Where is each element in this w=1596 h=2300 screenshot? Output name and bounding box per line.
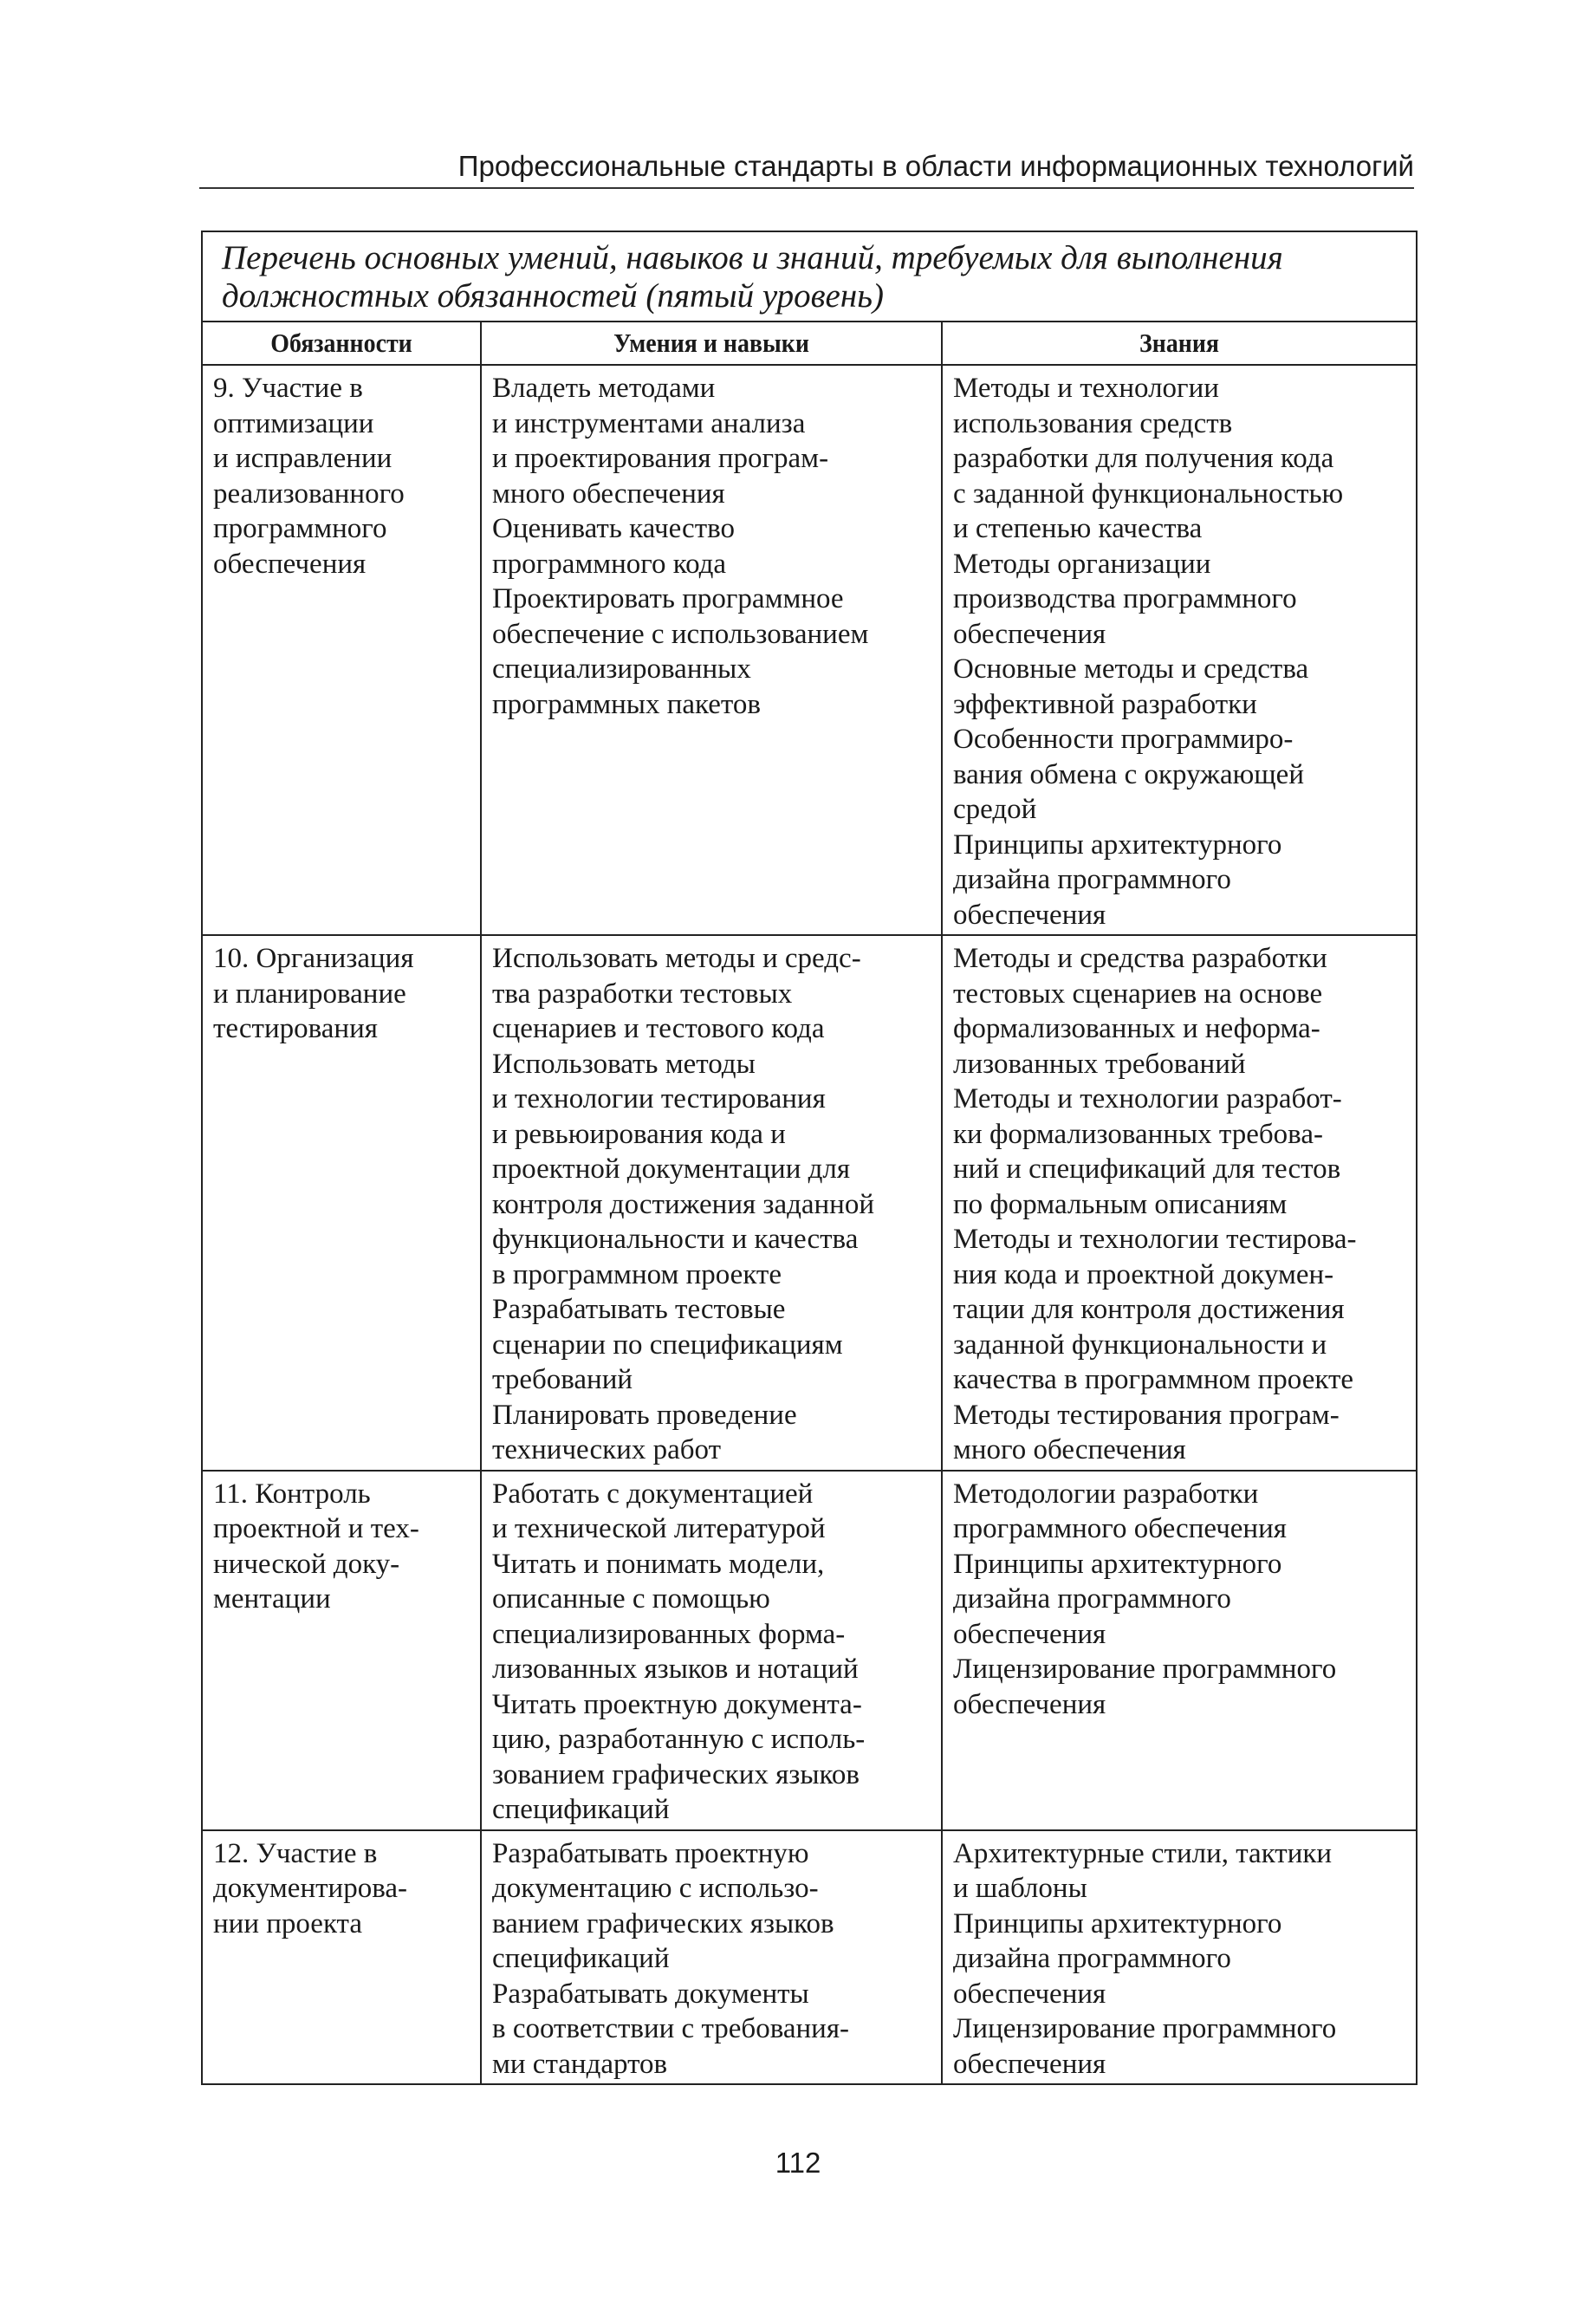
cell-line: программного xyxy=(213,513,387,544)
cell-line: Планировать проведение xyxy=(492,1399,797,1431)
skills-table xyxy=(201,231,1418,2085)
cell-line: дизайна программного xyxy=(953,1583,1231,1615)
column-header-duties xyxy=(216,322,467,365)
cell-line: ки формализованных требова- xyxy=(953,1118,1323,1150)
header-rule xyxy=(199,187,1414,189)
cell-line: требований xyxy=(492,1364,633,1395)
cell-line: и проектирования програм- xyxy=(492,443,829,474)
cell-line: обеспечения xyxy=(953,618,1106,650)
cell-line: обеспечения xyxy=(213,548,367,580)
cell-line: Принципы архитектурного xyxy=(953,1548,1282,1580)
cell-line: формализованных и неформа- xyxy=(953,1013,1320,1044)
cell-line: и технологии тестирования xyxy=(492,1083,826,1114)
cell-line: Читать и понимать модели, xyxy=(492,1548,825,1580)
cell-line: Использовать методы и средс- xyxy=(492,943,861,974)
duty-cell xyxy=(202,935,481,1471)
cell-line: Читать проектную документа- xyxy=(492,1688,862,1720)
cell-line: программных пакетов xyxy=(492,688,761,720)
table-row xyxy=(202,1830,1417,2085)
cell-line: ния кода и проектной докумен- xyxy=(953,1258,1334,1290)
cell-line: сценарии по спецификациям xyxy=(492,1329,843,1361)
cell-line: Оценивать качество xyxy=(492,513,735,544)
cell-line: обеспечения xyxy=(953,1978,1106,2010)
table-caption-line: должностных обязанностей (пятый уровень) xyxy=(222,277,884,315)
cell-line: Владеть методами xyxy=(492,373,716,404)
cell-line: Особенности программиро- xyxy=(953,724,1294,755)
cell-line: Методологии разработки xyxy=(953,1478,1259,1510)
cell-line: реализованного xyxy=(213,478,405,510)
page-number: 112 xyxy=(775,2147,821,2179)
table-row xyxy=(202,1471,1417,1830)
column-header-label: Знания xyxy=(1139,328,1220,358)
cell-line: лизованных требований xyxy=(953,1048,1246,1080)
cell-line: 9. Участие в xyxy=(213,373,363,404)
cell-line: оптимизации xyxy=(213,407,374,439)
cell-line: ми стандартов xyxy=(492,2048,668,2080)
cell-line: и степенью качества xyxy=(953,513,1203,544)
column-header-knowledge xyxy=(965,322,1392,365)
cell-line: с заданной функциональностью xyxy=(953,478,1344,510)
cell-line: эффективной разработки xyxy=(953,688,1257,720)
cell-line: сценариев и тестового кода xyxy=(492,1013,825,1044)
cell-line: Разрабатывать тестовые xyxy=(492,1294,786,1325)
cell-line: дизайна программного xyxy=(953,1943,1231,1974)
cell-line: программного обеспечения xyxy=(953,1513,1287,1544)
cell-line: по формальным описаниям xyxy=(953,1188,1288,1220)
skills-cell xyxy=(481,935,942,1471)
cell-line: тва разработки тестовых xyxy=(492,978,793,1010)
cell-line: и технической литературой xyxy=(492,1513,826,1544)
cell-line: Методы и средства разработки xyxy=(953,943,1327,974)
cell-line: программного кода xyxy=(492,548,727,580)
cell-line: обеспечения xyxy=(953,2048,1106,2080)
cell-line: ний и спецификаций для тестов xyxy=(953,1153,1341,1185)
cell-line: дизайна программного xyxy=(953,864,1231,895)
cell-line: вания обмена с окружающей xyxy=(953,758,1304,790)
cell-line: разработки для получения кода xyxy=(953,443,1334,474)
table-header-row xyxy=(202,322,1417,365)
cell-line: цию, разработанную с исполь- xyxy=(492,1724,866,1755)
cell-line: Проектировать программное xyxy=(492,583,844,614)
cell-line: 12. Участие в xyxy=(213,1837,378,1869)
knowledge-cell xyxy=(942,1830,1417,2085)
cell-line: Методы организации xyxy=(953,548,1211,580)
cell-line: специализированных xyxy=(492,653,751,685)
cell-line: и ревьюирования кода и xyxy=(492,1118,786,1150)
cell-line: ментации xyxy=(213,1583,331,1615)
cell-line: зованием графических языков xyxy=(492,1758,860,1790)
table-caption-row xyxy=(202,231,1417,322)
table-row xyxy=(202,365,1417,935)
cell-line: качества в программном проекте xyxy=(953,1364,1354,1395)
cell-line: Лицензирование программного xyxy=(953,1654,1337,1685)
table-caption xyxy=(202,231,1417,322)
cell-line: много обеспечения xyxy=(953,1434,1186,1465)
cell-line: обеспечения xyxy=(953,1688,1106,1720)
cell-line: 11. Контроль xyxy=(213,1478,371,1510)
cell-line: Методы и технологии xyxy=(953,373,1219,404)
cell-line: обеспечение с использованием xyxy=(492,618,869,650)
cell-line: ванием графических языков xyxy=(492,1907,834,1939)
skills-cell xyxy=(481,1830,942,2085)
skills-cell xyxy=(481,365,942,935)
cell-line: обеспечения xyxy=(953,899,1106,931)
knowledge-cell xyxy=(942,1471,1417,1830)
cell-line: специализированных форма- xyxy=(492,1618,846,1650)
cell-line: Использовать методы xyxy=(492,1048,756,1080)
cell-line: технических работ xyxy=(492,1434,722,1465)
column-header-label: Умения и навыки xyxy=(613,328,809,358)
knowledge-cell xyxy=(942,935,1417,1471)
cell-line: спецификаций xyxy=(492,1943,670,1974)
cell-line: нической доку- xyxy=(213,1548,400,1580)
cell-line: в соответствии с требования- xyxy=(492,2013,849,2044)
cell-line: тестовых сценариев на основе xyxy=(953,978,1323,1010)
cell-line: нии проекта xyxy=(213,1907,363,1939)
cell-line: Принципы архитектурного xyxy=(953,828,1282,861)
table-caption-line: Перечень основных умений, навыков и знаний, требуемых для выполнения xyxy=(222,239,1283,276)
cell-line: много обеспечения xyxy=(492,478,725,510)
skills-cell xyxy=(481,1471,942,1830)
column-header-label: Обязанности xyxy=(270,328,412,358)
column-header-skills xyxy=(504,322,919,365)
cell-line: средой xyxy=(953,794,1037,825)
cell-line: в программном проекте xyxy=(492,1258,782,1290)
table-row xyxy=(202,935,1417,1471)
cell-line: Работать с документацией xyxy=(492,1478,814,1510)
knowledge-cell xyxy=(942,365,1417,935)
duty-cell xyxy=(202,1471,481,1830)
cell-line: Архитектурные стили, тактики xyxy=(953,1837,1333,1869)
cell-line: проектной документации для xyxy=(492,1153,851,1185)
cell-line: Разрабатывать документы xyxy=(492,1978,809,2010)
cell-line: функциональности и качества xyxy=(492,1224,859,1255)
cell-line: документацию с использо- xyxy=(492,1873,819,1904)
cell-line: заданной функциональности и xyxy=(953,1329,1327,1361)
cell-line: документирова- xyxy=(213,1873,407,1904)
cell-line: лизованных языков и нотаций xyxy=(492,1654,859,1685)
cell-line: и шаблоны xyxy=(953,1873,1087,1904)
cell-line: Разрабатывать проектную xyxy=(492,1837,809,1869)
cell-line: Принципы архитектурного xyxy=(953,1907,1282,1939)
cell-line: Методы и технологии тестирова- xyxy=(953,1224,1357,1255)
cell-line: тестирования xyxy=(213,1013,378,1044)
running-head: Профессиональные стандарты в области информационных технологий xyxy=(457,150,1414,182)
cell-line: и планирование xyxy=(213,978,406,1010)
cell-line: проектной и тех- xyxy=(213,1513,419,1544)
cell-line: Основные методы и средства xyxy=(953,653,1309,685)
cell-line: Методы тестирования програм- xyxy=(953,1399,1340,1431)
cell-line: Методы и технологии разработ- xyxy=(953,1083,1342,1114)
cell-line: описанные с помощью xyxy=(492,1583,770,1615)
cell-line: использования средств xyxy=(953,407,1233,439)
cell-line: и инструментами анализа xyxy=(492,407,806,439)
cell-line: контроля достижения заданной xyxy=(492,1188,875,1220)
duty-cell xyxy=(202,365,481,935)
cell-line: и исправлении xyxy=(213,443,393,474)
cell-line: тации для контроля достижения xyxy=(953,1294,1345,1325)
cell-line: обеспечения xyxy=(953,1618,1106,1650)
cell-line: Лицензирование программного xyxy=(953,2013,1337,2044)
cell-line: 10. Организация xyxy=(213,943,414,974)
duty-cell xyxy=(202,1830,481,2085)
cell-line: производства программного xyxy=(953,583,1297,614)
cell-line: спецификаций xyxy=(492,1794,670,1825)
